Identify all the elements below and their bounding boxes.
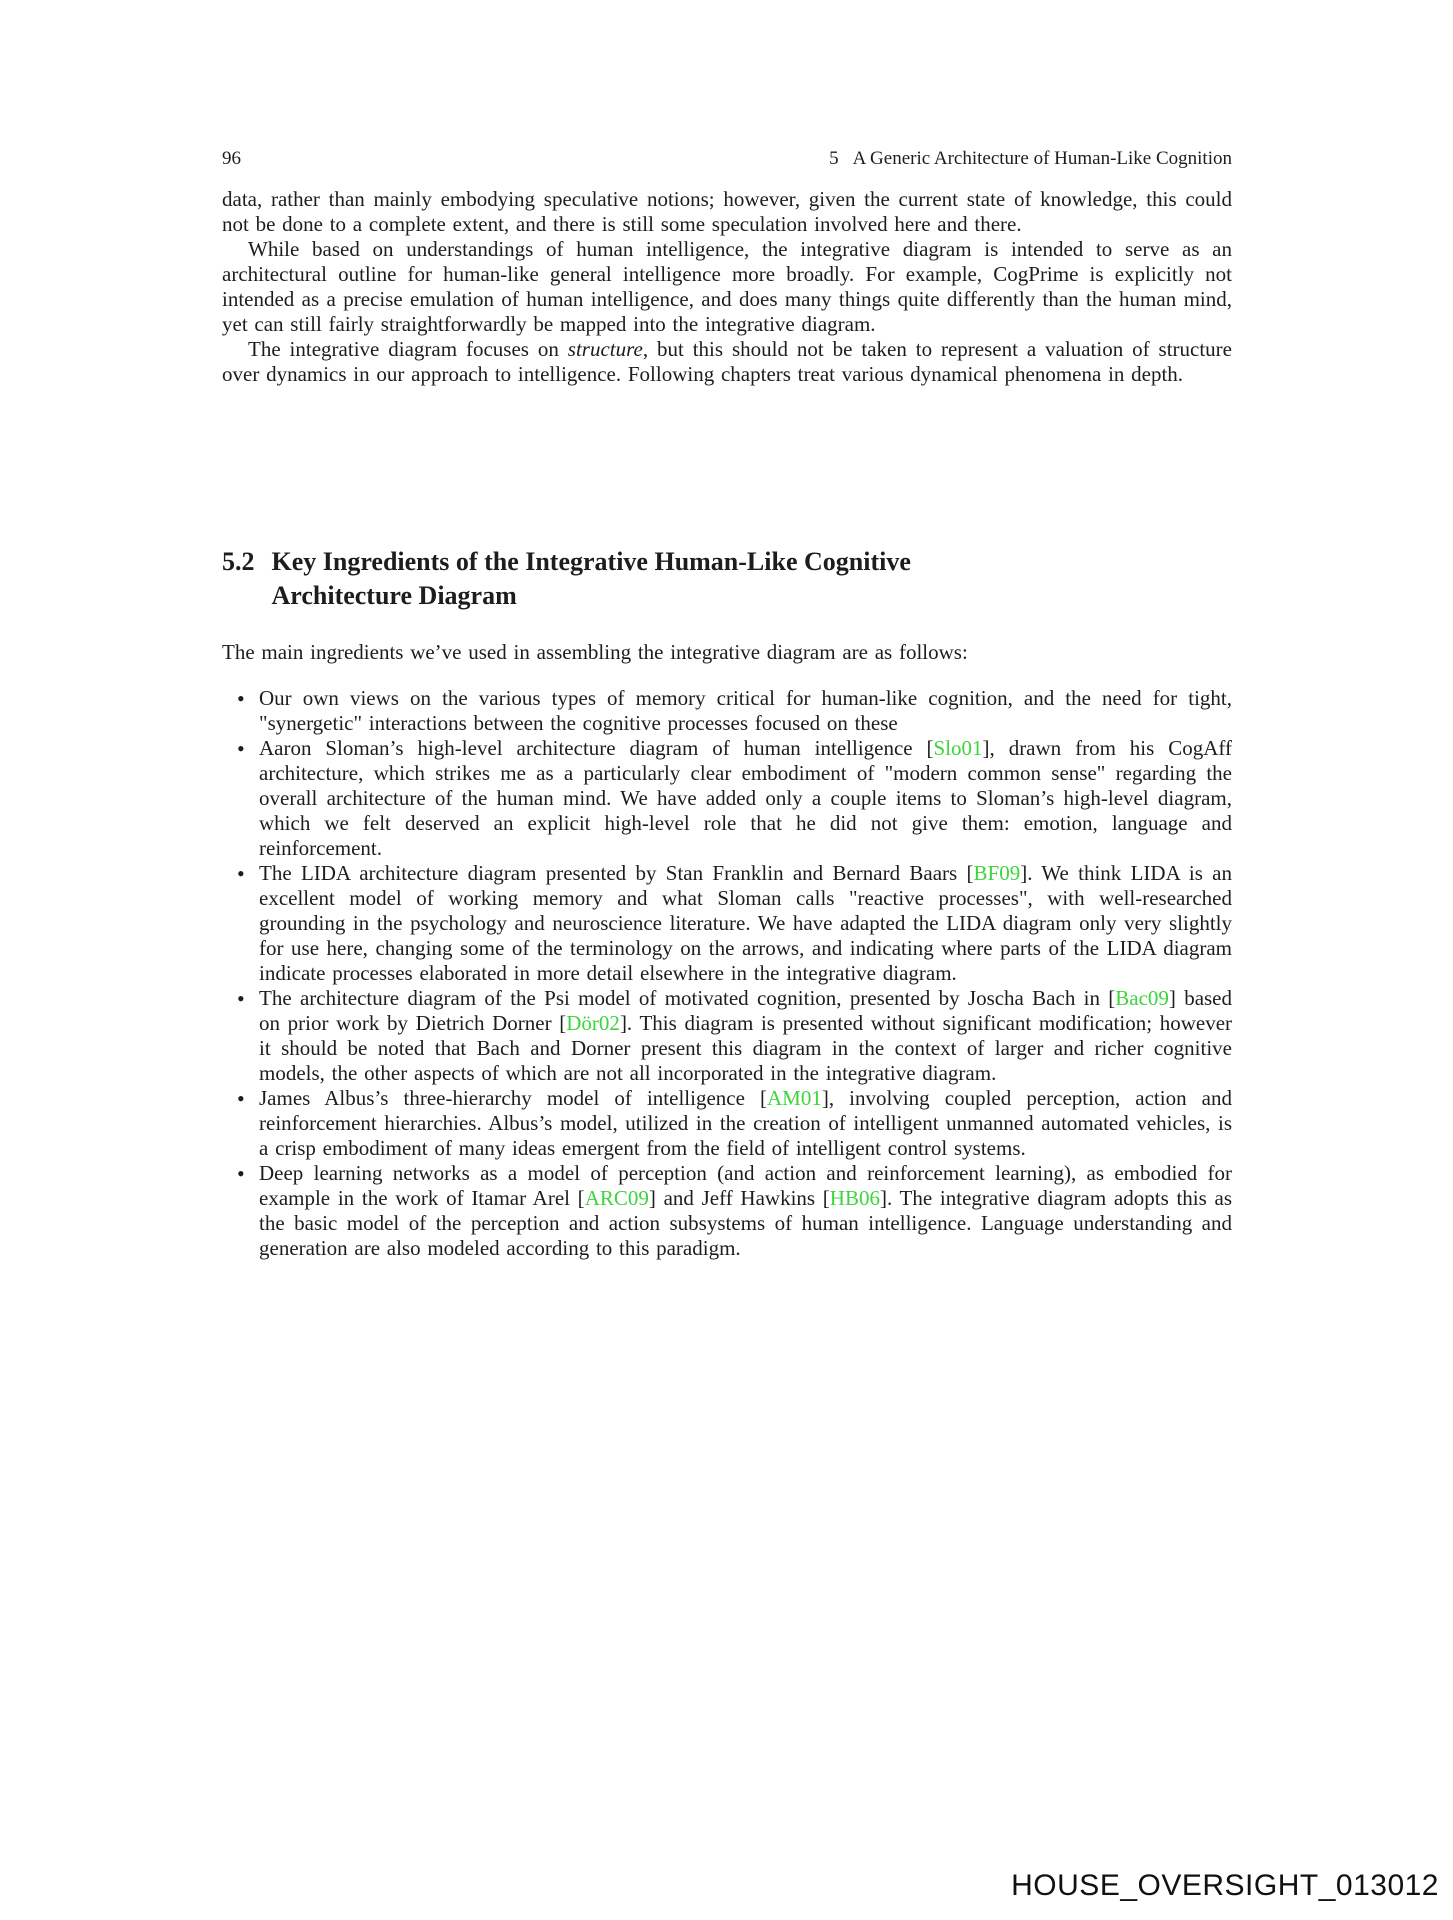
- list-item-text: [259, 861, 1232, 985]
- paragraph-1: [222, 187, 1232, 237]
- list-item: [222, 1086, 1232, 1161]
- chapter-title: A Generic Architecture of Human-Like Cognition: [852, 148, 1232, 169]
- chapter-number: 5: [829, 148, 839, 169]
- ingredients-list: [222, 686, 1232, 1261]
- text-run: ] and Jeff Hawkins [: [648, 1186, 830, 1210]
- citation-link[interactable]: Bac09: [1115, 986, 1169, 1010]
- list-item-text: [259, 1161, 1232, 1260]
- text-run: ]. This diagram is presented without significant modification; however it should be noted that Bach and Dorner present this diagram in the context of larger and richer cognitive models, the other aspects of which are not all incorporated in the integrative diagram.: [259, 1011, 1233, 1085]
- citation-link[interactable]: Dör02: [566, 1011, 620, 1035]
- text-run: James Albus’s three-hierarchy model of intelligence [: [259, 1086, 768, 1110]
- text-run: Deep learning networks as a model of perception (and action and reinforcement learning), as embodied for example in the work of Itamar Arel [: [259, 1161, 1232, 1210]
- list-item-text: [259, 986, 1232, 1085]
- list-item: [222, 986, 1232, 1086]
- running-header: [222, 148, 1232, 170]
- text-run: data, rather than mainly embodying speculative notions; however, given the current state of knowledge, this could not be done to a complete extent, and there is still some speculation involved here and there.: [222, 187, 1232, 236]
- list-item-text: [259, 686, 1232, 735]
- text-run: ]. We think LIDA is an excellent model of working memory and what Sloman calls "reactive processes", with well-researched grounding in the psychology and neuroscience literature. We have adapted the LIDA diagram only very slightly for use here, changing some of the terminology on the arrows, and indicating where parts of the LIDA diagram indicate processes elaborated in more detail elsewhere in the integrative diagram.: [259, 861, 1232, 985]
- text-run: , but this should not be taken to represent a valuation of structure over dynamics in our approach to intelligence. Following chapters treat various dynamical phenomena in depth.: [222, 337, 1232, 386]
- section-title: [272, 545, 911, 613]
- document-id-watermark: HOUSE_OVERSIGHT_013012: [1011, 1869, 1439, 1902]
- page-number: 96: [222, 148, 241, 169]
- paragraph-3: [222, 337, 1232, 387]
- list-item: [222, 686, 1232, 736]
- list-intro-paragraph: The main ingredients we’ve used in assembling the integrative diagram are as follows:: [222, 640, 968, 664]
- text-run: The integrative diagram focuses on: [248, 337, 568, 361]
- running-chapter-title: [829, 148, 1232, 170]
- section-title-line2: Architecture Diagram: [271, 581, 517, 610]
- section-title-line1: Key Ingredients of the Integrative Human-Like Cognitive: [271, 547, 911, 576]
- citation-link[interactable]: ARC09: [584, 1186, 649, 1210]
- list-item-text: [259, 736, 1232, 860]
- text-run: Aaron Sloman’s high-level architecture diagram of human intelligence [: [259, 736, 934, 760]
- text-run: The LIDA architecture diagram presented by Stan Franklin and Bernard Baars [: [259, 861, 974, 885]
- text-column: [222, 148, 1232, 1261]
- section-heading: [222, 545, 1232, 613]
- citation-link[interactable]: BF09: [973, 861, 1021, 885]
- list-item: [222, 736, 1232, 861]
- text-run: ], involving coupled perception, action and reinforcement hierarchies. Albus’s model, utilized in the creation of intelligent unmanned automated vehicles, is a crisp embodiment of many ideas emergent from the field of intelligent control systems.: [259, 1086, 1232, 1160]
- text-run: While based on understandings of human intelligence, the integrative diagram is intended to serve as an architectural outline for human-like general intelligence more broadly. For example, CogPrime is explicitly not intended as a precise emulation of human intelligence, and does many things quite differently than the human mind, yet can still fairly straightforwardly be mapped into the integrative diagram.: [222, 237, 1232, 336]
- citation-link[interactable]: Slo01: [933, 736, 983, 760]
- paragraph-2: [222, 237, 1232, 337]
- text-run: The architecture diagram of the Psi model of motivated cognition, presented by Joscha Bach in [: [259, 986, 1116, 1010]
- list-item-text: [259, 1086, 1232, 1160]
- text-run: ] based on prior work by Dietrich Dorner [: [259, 986, 1233, 1035]
- text-run: Our own views on the various types of memory critical for human-like cognition, and the need for tight, "synergetic" interactions between the cognitive processes focused on these: [259, 686, 1232, 735]
- text-run: ], drawn from his CogAff architecture, which strikes me as a particularly clear embodiment of "modern common sense" regarding the overall architecture of the human mind. We have added only a couple items to Sloman’s high-level diagram, which we felt deserved an explicit high-level role that he did not give them: emotion, language and reinforcement.: [259, 736, 1232, 860]
- citation-link[interactable]: AM01: [767, 1086, 822, 1110]
- list-item: [222, 1161, 1232, 1261]
- italic-text-run: structure: [567, 337, 643, 361]
- list-item: [222, 861, 1232, 986]
- citation-link[interactable]: HB06: [829, 1186, 880, 1210]
- text-run: ]. The integrative diagram adopts this as the basic model of the perception and action subsystems of human intelligence. Language understanding and generation are also modeled according to this paradigm.: [259, 1186, 1232, 1260]
- section-number: 5.2: [222, 547, 255, 576]
